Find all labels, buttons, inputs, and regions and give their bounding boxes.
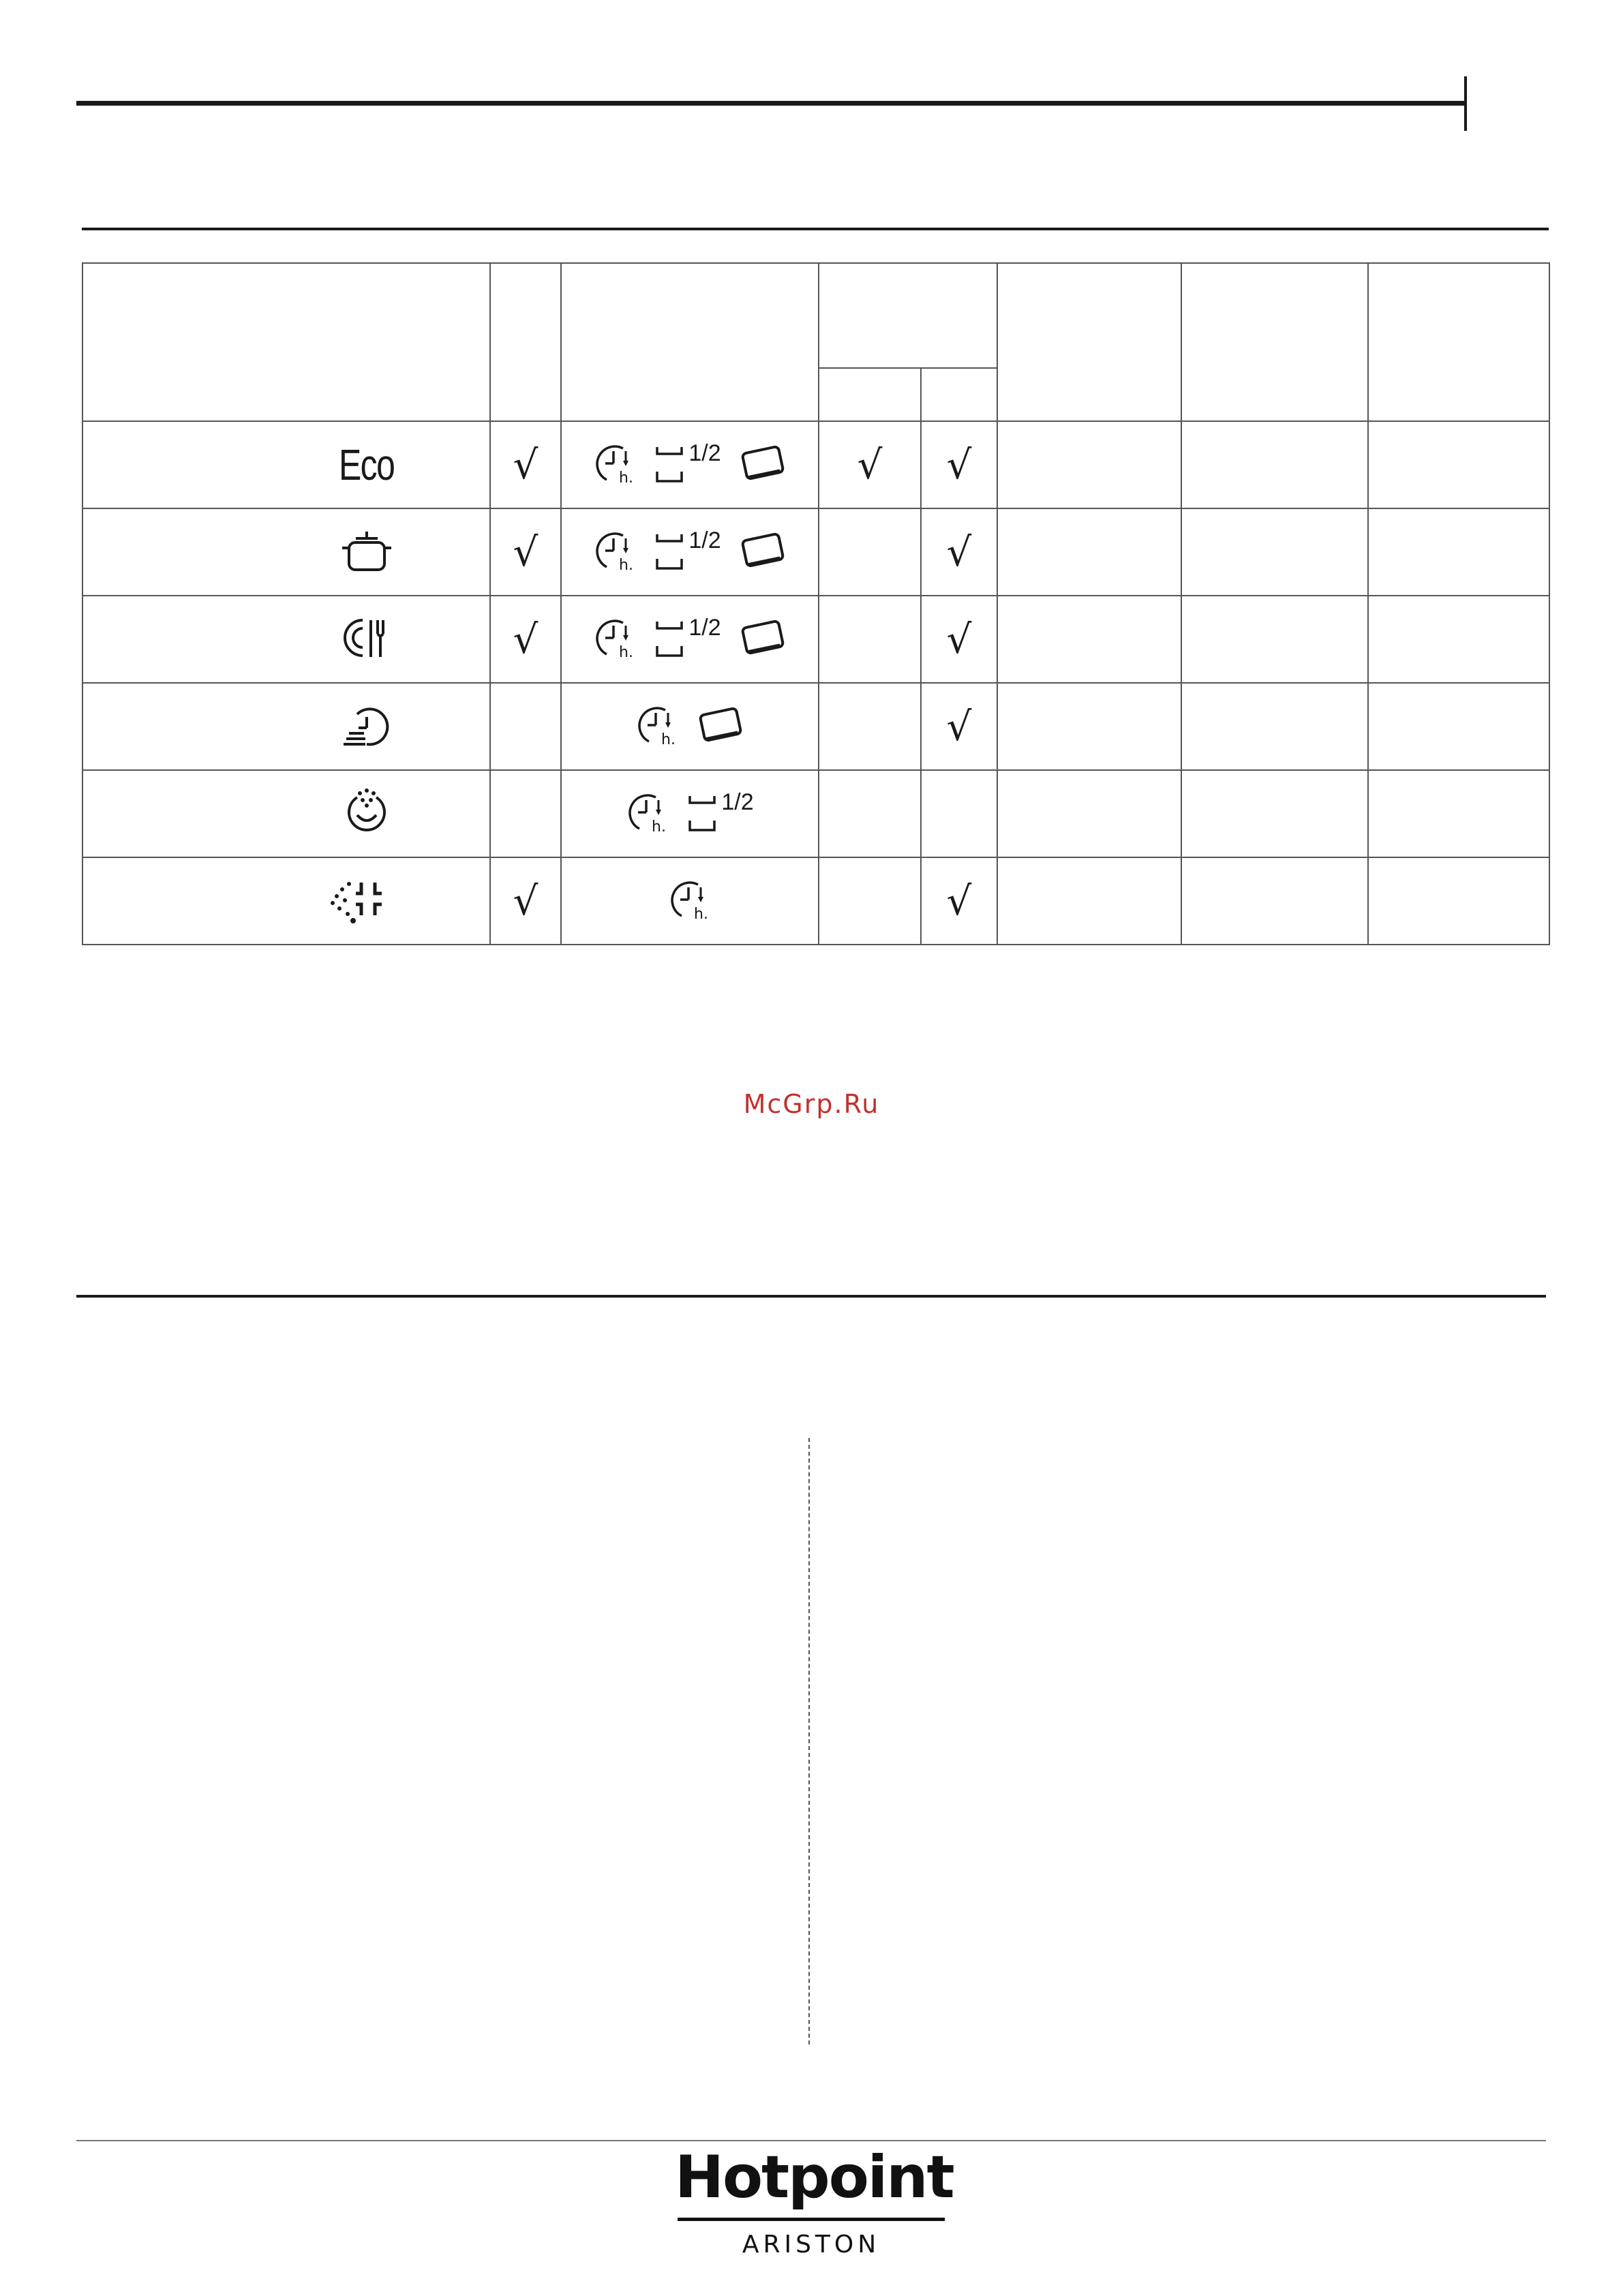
table-row xyxy=(82,421,1549,508)
table-row xyxy=(82,770,1549,857)
empty-cell xyxy=(1181,857,1368,945)
svg-text:h.: h. xyxy=(694,905,708,921)
check-cell-2 xyxy=(819,683,921,770)
options-cell xyxy=(561,421,819,508)
table-row xyxy=(82,596,1549,683)
check-cell-3 xyxy=(921,770,997,857)
options-cell xyxy=(561,683,819,770)
delay-icon xyxy=(593,616,637,663)
check-cell-3 xyxy=(921,683,997,770)
svg-text:h.: h. xyxy=(619,556,634,572)
program-cell xyxy=(82,596,490,683)
half-load-icon xyxy=(654,440,721,485)
checkmark: √ xyxy=(946,442,972,488)
header-cell-options xyxy=(561,263,819,421)
svg-text:h.: h. xyxy=(619,469,634,485)
empty-cell xyxy=(997,421,1181,508)
plate-cutlery-icon xyxy=(339,656,394,668)
delay-icon xyxy=(626,791,669,838)
section-rule-1 xyxy=(82,228,1549,230)
empty-cell xyxy=(1368,857,1549,945)
empty-cell xyxy=(997,508,1181,596)
spray-icon xyxy=(326,915,394,926)
column-divider xyxy=(808,1438,810,2045)
checkmark: √ xyxy=(857,442,883,488)
empty-cell xyxy=(997,857,1181,945)
empty-cell xyxy=(997,770,1181,857)
table-row xyxy=(82,508,1549,596)
half-load-label: 1/2 xyxy=(688,527,721,553)
top-rule xyxy=(76,101,1467,106)
delay-icon xyxy=(593,529,637,576)
empty-cell xyxy=(1181,421,1368,508)
checkmark: √ xyxy=(946,616,972,662)
svg-text:h.: h. xyxy=(661,731,676,747)
half-load-icon xyxy=(654,527,721,572)
pot-icon xyxy=(339,569,394,581)
empty-cell xyxy=(1368,683,1549,770)
check-cell-1 xyxy=(490,857,561,945)
empty-cell xyxy=(1368,508,1549,596)
empty-cell xyxy=(1368,770,1549,857)
programme-rows xyxy=(82,421,1549,945)
empty-cell xyxy=(997,683,1181,770)
options-cell xyxy=(561,596,819,683)
empty-cell xyxy=(1181,770,1368,857)
top-rule-tick xyxy=(1464,76,1467,131)
brand-logo xyxy=(675,2143,954,2259)
checkmark: √ xyxy=(513,616,539,662)
checkmark: √ xyxy=(513,878,539,924)
check-cell-2 xyxy=(819,857,921,945)
delay-icon xyxy=(635,703,679,750)
tablet-icon xyxy=(697,705,744,749)
empty-cell xyxy=(1368,421,1549,508)
brand-bar xyxy=(678,2218,945,2221)
glass-sparkle-icon xyxy=(339,831,394,842)
header-cell-group xyxy=(819,263,997,368)
program-cell xyxy=(82,770,490,857)
half-load-label: 1/2 xyxy=(688,440,721,466)
header-cell-6 xyxy=(1181,263,1368,421)
half-load-label: 1/2 xyxy=(688,615,721,641)
delay-icon xyxy=(593,442,637,489)
checkmark: √ xyxy=(946,878,972,924)
fast-plate-icon xyxy=(339,744,394,755)
check-cell-3 xyxy=(921,421,997,508)
empty-cell xyxy=(1181,683,1368,770)
check-cell-3 xyxy=(921,857,997,945)
header-cell-program xyxy=(82,263,490,421)
svg-text:h.: h. xyxy=(652,818,667,834)
footer-rule xyxy=(76,2140,1546,2141)
brand-sub: ARISTON xyxy=(742,2231,881,2259)
half-load-label: 1/2 xyxy=(721,789,754,815)
section-rule-2 xyxy=(76,1295,1546,1298)
empty-cell xyxy=(1368,596,1549,683)
program-cell xyxy=(82,857,490,945)
options-cell xyxy=(561,508,819,596)
header-cell-5 xyxy=(997,263,1181,421)
tablet-icon xyxy=(739,443,787,487)
header-subcell-a xyxy=(819,368,921,421)
header-cell-1 xyxy=(490,263,561,421)
half-load-icon xyxy=(687,789,754,834)
check-cell-2 xyxy=(819,508,921,596)
options-cell xyxy=(561,770,819,857)
empty-cell xyxy=(1181,596,1368,683)
check-cell-2 xyxy=(819,596,921,683)
checkmark: √ xyxy=(513,442,539,488)
watermark: McGrp.Ru xyxy=(743,1089,880,1119)
brand-name: Hotpoint xyxy=(675,2143,954,2211)
table-row xyxy=(82,857,1549,945)
check-cell-1 xyxy=(490,683,561,770)
check-cell-1 xyxy=(490,596,561,683)
header-cell-7 xyxy=(1368,263,1549,421)
table-row xyxy=(82,683,1549,770)
delay-icon xyxy=(668,878,712,925)
eco-label: Eco xyxy=(338,440,394,489)
tablet-icon xyxy=(739,617,787,662)
check-cell-1 xyxy=(490,770,561,857)
check-cell-3 xyxy=(921,508,997,596)
header-subcell-b xyxy=(921,368,997,421)
empty-cell xyxy=(1181,508,1368,596)
check-cell-2 xyxy=(819,770,921,857)
checkmark: √ xyxy=(513,529,539,575)
tablet-icon xyxy=(739,530,787,575)
empty-cell xyxy=(997,596,1181,683)
options-cell xyxy=(561,857,819,945)
programme-table xyxy=(82,262,1550,945)
checkmark: √ xyxy=(946,529,972,575)
program-cell xyxy=(82,508,490,596)
svg-text:h.: h. xyxy=(619,643,634,660)
check-cell-2 xyxy=(819,421,921,508)
check-cell-3 xyxy=(921,596,997,683)
checkmark: √ xyxy=(946,703,972,750)
check-cell-1 xyxy=(490,508,561,596)
program-cell xyxy=(82,683,490,770)
program-cell xyxy=(82,421,490,508)
half-load-icon xyxy=(654,615,721,660)
check-cell-1 xyxy=(490,421,561,508)
